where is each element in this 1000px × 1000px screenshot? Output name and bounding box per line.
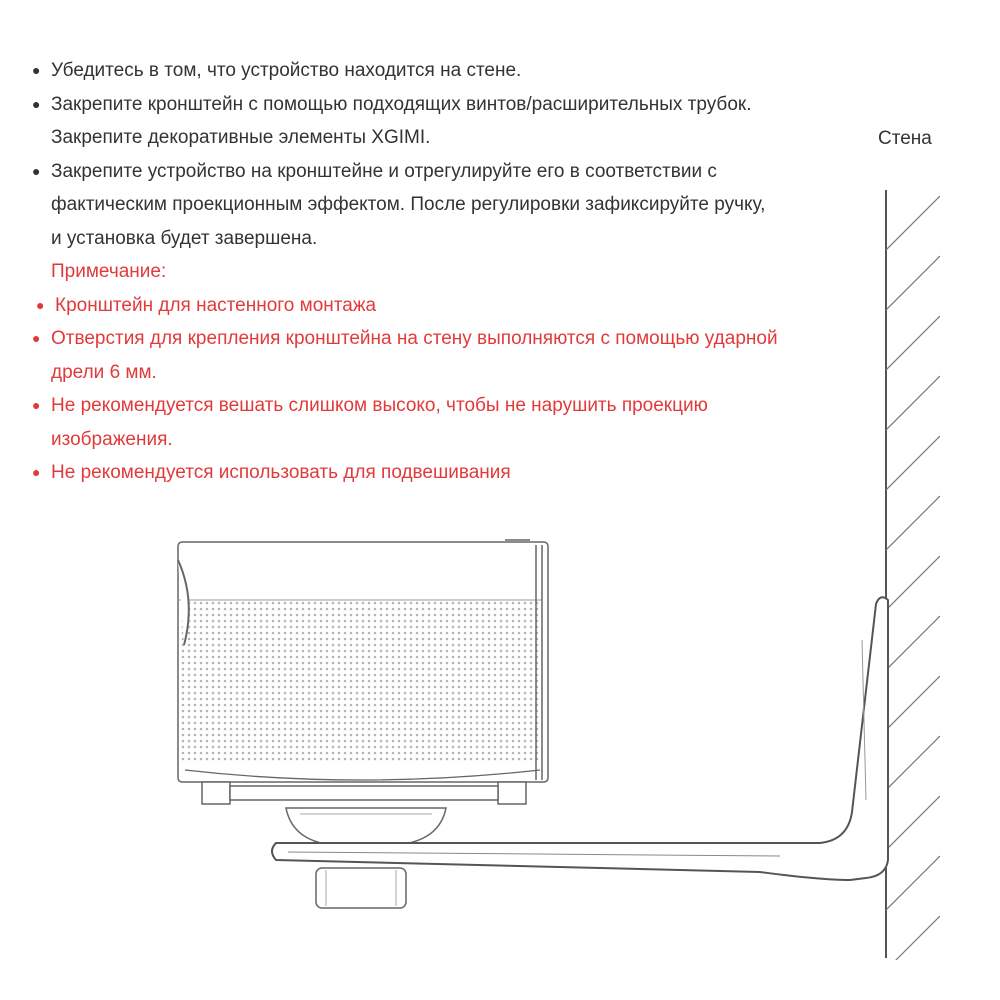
note-item-3-cont: изображения. (51, 428, 173, 450)
note-item-2: ● Отверстия для крепления кронштейна на стену выполняются с помощью ударной (32, 322, 892, 356)
wall-label: Стена (878, 128, 932, 149)
instruction-step-1: ● Убедитесь в том, что устройство находится на стене. (32, 54, 892, 88)
bullet-icon: ● (32, 464, 41, 480)
note-item-2-cont: дрели 6 мм. (51, 361, 157, 383)
instruction-step-2: ● Закрепите кронштейн с помощью подходящих винтов/расширительных трубок. (32, 88, 892, 122)
instruction-step-3-cont-2: и установка будет завершена. (51, 227, 318, 249)
instruction-step-3-cont-1: фактическим проекционным эффектом. После регулировки зафиксируйте ручку, (51, 194, 766, 215)
wall-hatching (886, 196, 940, 970)
bullet-icon: ● (36, 296, 45, 313)
instruction-step-3: ● Закрепите устройство на кронштейне и отрегулируйте его в соответствии с (32, 155, 892, 189)
bullet-icon: ● (32, 62, 41, 78)
wall (886, 190, 940, 970)
bullet-icon: ● (32, 330, 41, 346)
instruction-step-2-cont: Закрепите декоративные элементы XGIMI. (51, 127, 431, 148)
note-item-1: ● Кронштейн для настенного монтажа (32, 289, 892, 323)
note-item-3: ● Не рекомендуется вешать слишком высоко, чтобы не нарушить проекцию (32, 389, 892, 423)
bullet-icon: ● (32, 162, 41, 179)
note-title: Примечание: (51, 261, 167, 282)
bullet-icon: ● (32, 397, 41, 413)
note-item-4: ● Не рекомендуется использовать для подвешивания (32, 456, 892, 490)
bullet-icon: ● (32, 95, 41, 112)
